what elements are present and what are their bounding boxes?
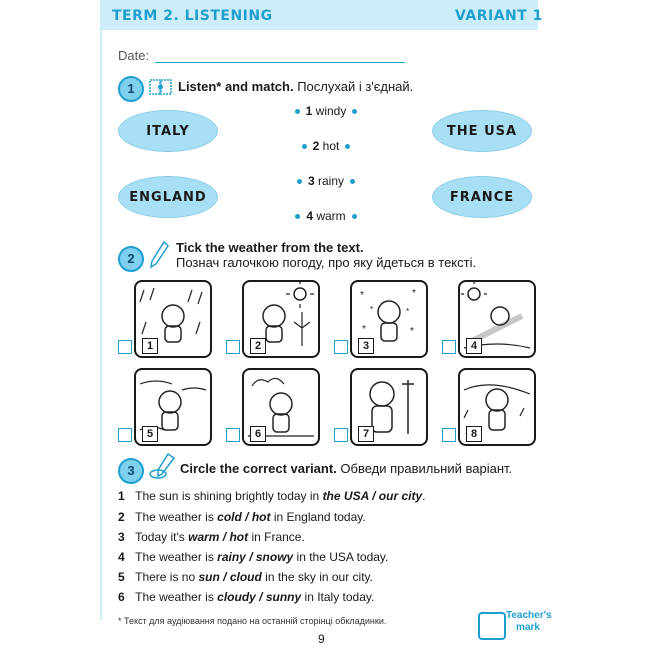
option-pair[interactable]: cloudy / sunny xyxy=(217,590,302,604)
picture-number-4: 4 xyxy=(466,338,482,354)
svg-text:*: * xyxy=(412,288,416,299)
match-dot-left[interactable] xyxy=(297,179,302,184)
page-number: 9 xyxy=(318,632,325,646)
date-label: Date: xyxy=(118,48,150,63)
pencil-circle-icon xyxy=(148,452,178,482)
weather-item-4[interactable]: 4 warm xyxy=(266,209,386,223)
picture-number-8: 8 xyxy=(466,426,482,442)
sentence-2: 2 The weather is cold / hot in England today. xyxy=(118,510,366,524)
tick-box-2[interactable] xyxy=(226,340,240,354)
tick-box-8[interactable] xyxy=(442,428,456,442)
weather-item-3[interactable]: 3 rainy xyxy=(266,174,386,188)
option-pair[interactable]: sun / cloud xyxy=(198,570,262,584)
tick-box-7[interactable] xyxy=(334,428,348,442)
country-england[interactable]: ENGLAND xyxy=(118,176,218,218)
svg-text:*: * xyxy=(362,324,366,335)
match-dot-left[interactable] xyxy=(295,214,300,219)
country-the-usa[interactable]: THE USA xyxy=(432,110,532,152)
match-dot-right[interactable] xyxy=(352,109,357,114)
svg-text:*: * xyxy=(406,307,410,316)
picture-number-6: 6 xyxy=(250,426,266,442)
task-3-title xyxy=(180,461,512,476)
task-3-title-en: Circle the correct variant. xyxy=(180,461,337,476)
task-2-title-ua: Познач галочкою погоду, про яку йдеться в тексті. xyxy=(176,255,477,270)
match-dot-left[interactable] xyxy=(302,144,307,149)
country-italy[interactable]: ITALY xyxy=(118,110,218,152)
svg-text:*: * xyxy=(410,326,414,337)
task-1-title xyxy=(178,79,413,94)
tick-box-3[interactable] xyxy=(334,340,348,354)
match-dot-right[interactable] xyxy=(352,214,357,219)
tick-box-1[interactable] xyxy=(118,340,132,354)
match-dot-left[interactable] xyxy=(295,109,300,114)
footnote: * Текст для аудіювання подано на останній сторінці обкладинки. xyxy=(118,616,387,626)
puzzle-icon xyxy=(148,76,174,98)
svg-text:*: * xyxy=(360,290,364,301)
sentence-6: 6 The weather is cloudy / sunny in Italy today. xyxy=(118,590,375,604)
variant-label: VARIANT 1 xyxy=(455,8,543,24)
match-dot-right[interactable] xyxy=(345,144,350,149)
picture-number-1: 1 xyxy=(142,338,158,354)
pencil-icon xyxy=(148,240,170,270)
sentence-3: 3 Today it's warm / hot in France. xyxy=(118,530,305,544)
page-margin-line xyxy=(100,30,102,620)
match-dot-right[interactable] xyxy=(350,179,355,184)
country-france[interactable]: FRANCE xyxy=(432,176,532,218)
task-2-title-en: Tick the weather from the text. xyxy=(176,240,364,255)
term-title: TERM 2. LISTENING xyxy=(112,8,273,24)
tick-box-6[interactable] xyxy=(226,428,240,442)
option-pair[interactable]: rainy / snowy xyxy=(217,550,294,564)
tick-box-4[interactable] xyxy=(442,340,456,354)
picture-number-3: 3 xyxy=(358,338,374,354)
svg-text:*: * xyxy=(370,305,374,314)
task-1-number: 1 xyxy=(118,76,144,102)
sentence-1: 1 The sun is shining brightly today in the USA / our city. xyxy=(118,489,426,503)
weather-item-2[interactable]: 2 hot xyxy=(266,139,386,153)
task-1-title-en: Listen* and match. xyxy=(178,79,294,94)
picture-number-2: 2 xyxy=(250,338,266,354)
picture-number-5: 5 xyxy=(142,426,158,442)
task-2-number: 2 xyxy=(118,246,144,272)
teacher-mark-box[interactable] xyxy=(478,612,506,640)
sentence-5: 5 There is no sun / cloud in the sky in our city. xyxy=(118,570,373,584)
task-1-title-ua: Послухай і з'єднай. xyxy=(297,79,414,94)
teacher-mark-label: Teacher's mark xyxy=(506,610,552,633)
tick-box-5[interactable] xyxy=(118,428,132,442)
option-pair[interactable]: the USA / our city xyxy=(322,489,423,503)
weather-item-1[interactable]: 1 windy xyxy=(266,104,386,118)
task-3-title-ua: Обведи правильний варіант. xyxy=(340,461,513,476)
sentence-4: 4 The weather is rainy / snowy in the USA today. xyxy=(118,550,389,564)
option-pair[interactable]: warm / hot xyxy=(188,530,249,544)
picture-number-7: 7 xyxy=(358,426,374,442)
date-field[interactable] xyxy=(155,62,405,63)
task-2-title xyxy=(176,240,476,270)
option-pair[interactable]: cold / hot xyxy=(217,510,271,524)
task-3-number: 3 xyxy=(118,458,144,484)
